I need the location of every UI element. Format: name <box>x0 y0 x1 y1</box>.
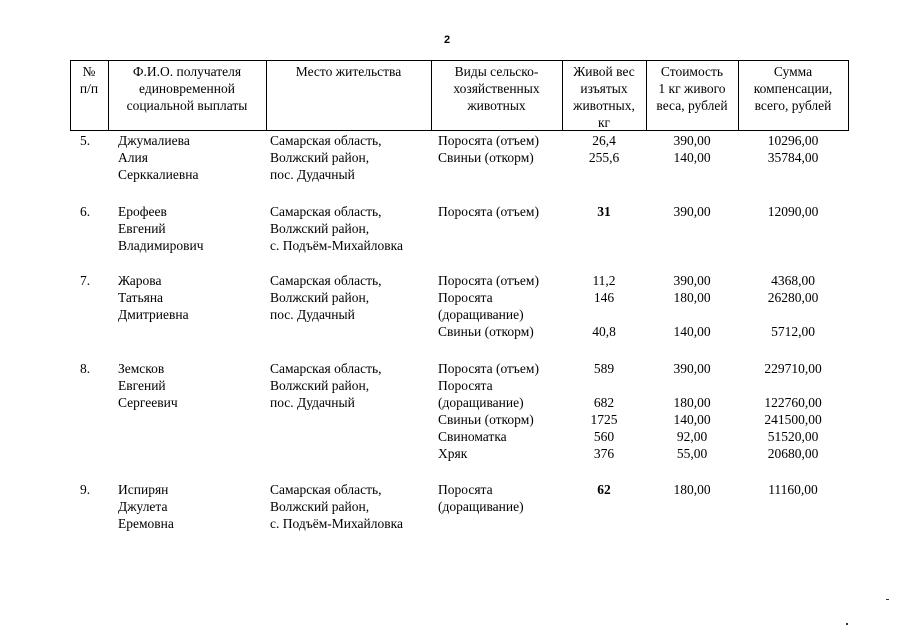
name-line: Испирян <box>118 482 169 497</box>
header-line: хозяйственных <box>453 81 540 96</box>
compensation-sum: 5712,00 <box>771 324 815 339</box>
header-line: п/п <box>79 81 99 96</box>
live-weight: 40,8 <box>592 324 616 339</box>
header-line: Место жительства <box>295 64 402 79</box>
header-line: единовременной <box>139 81 235 96</box>
animal-type-line: (доращивание) <box>438 499 524 514</box>
animal-type-line: Поросята <box>438 290 493 305</box>
compensation-sum: 241500,00 <box>764 412 822 427</box>
header-line: социальной выплаты <box>126 98 248 113</box>
recipient-name <box>118 132 198 183</box>
row-number: 8. <box>80 361 91 376</box>
residence-line: Самарская область, <box>270 273 382 288</box>
row-number: 7. <box>80 273 91 288</box>
residence-line: Волжский район, <box>270 221 370 236</box>
animal-type <box>438 377 524 411</box>
price-per-kg: 140,00 <box>673 412 711 427</box>
price-per-kg: 140,00 <box>673 324 711 339</box>
residence <box>270 272 382 323</box>
name-line: Алия <box>118 150 148 165</box>
header-line: Сумма <box>773 64 813 79</box>
header-line: всего, рублей <box>754 98 832 113</box>
name-line: Жарова <box>118 273 162 288</box>
residence-line: Волжский район, <box>270 378 370 393</box>
compensation-sum: 10296,00 <box>767 133 819 148</box>
residence-line: Самарская область, <box>270 482 382 497</box>
name-line: Татьяна <box>118 290 164 305</box>
residence <box>270 203 403 254</box>
header-number <box>70 63 108 97</box>
name-line: Евгений <box>118 378 166 393</box>
compensation-sum: 26280,00 <box>767 290 819 305</box>
animal-type: Свиньи (откорм) <box>438 324 534 339</box>
animal-type: Поросята (отъем) <box>438 273 539 288</box>
animal-type <box>438 289 524 323</box>
header-line: животных, <box>573 98 635 113</box>
name-line: Ерофеев <box>118 204 167 219</box>
price-per-kg: 92,00 <box>676 429 708 444</box>
animal-type-line: (доращивание) <box>438 307 524 322</box>
residence <box>270 360 382 411</box>
column-divider <box>848 60 849 131</box>
residence-line: Самарская область, <box>270 204 382 219</box>
live-weight: 376 <box>593 446 615 461</box>
residence-line: пос. Дудачный <box>270 167 355 182</box>
animal-type-line: Поросята <box>438 378 493 393</box>
residence-line: пос. Дудачный <box>270 395 355 410</box>
live-weight: 146 <box>593 290 615 305</box>
name-line: Евгений <box>118 221 166 236</box>
live-weight: 589 <box>593 361 615 376</box>
residence-line: с. Подъём-Михайловка <box>270 516 403 531</box>
animal-type: Поросята (отъем) <box>438 133 539 148</box>
row-number: 5. <box>80 133 91 148</box>
residence-line: Волжский район, <box>270 499 370 514</box>
row-number: 6. <box>80 204 91 219</box>
header-line: Стоимость <box>660 64 724 79</box>
row-number: 9. <box>80 482 91 497</box>
residence-line: с. Подъём-Михайловка <box>270 238 403 253</box>
animal-type: Свиньи (откорм) <box>438 150 534 165</box>
header-line: компенсации, <box>753 81 833 96</box>
header-line: Виды сельско- <box>454 64 539 79</box>
live-weight: 31 <box>597 204 611 219</box>
compensation-sum: 11160,00 <box>768 482 818 497</box>
live-weight: 1725 <box>590 412 618 427</box>
compensation-sum: 20680,00 <box>767 446 819 461</box>
animal-type: Свиноматка <box>438 429 507 444</box>
name-line: Владимирович <box>118 238 204 253</box>
price-per-kg: 55,00 <box>676 446 708 461</box>
header-animal-types <box>431 63 562 114</box>
animal-type <box>438 481 524 515</box>
residence-line: Волжский район, <box>270 150 370 165</box>
price-per-kg: 180,00 <box>673 395 711 410</box>
price-per-kg: 180,00 <box>673 482 711 497</box>
name-line: Сергеевич <box>118 395 178 410</box>
live-weight: 682 <box>593 395 615 410</box>
table-top-border <box>70 60 849 61</box>
live-weight: 11,2 <box>592 273 616 288</box>
residence <box>270 481 403 532</box>
live-weight: 560 <box>593 429 615 444</box>
recipient-name <box>118 481 174 532</box>
header-line: кг <box>597 115 611 130</box>
animal-type-line: Поросята <box>438 482 493 497</box>
scan-speck <box>886 599 889 600</box>
live-weight: 255,6 <box>588 150 620 165</box>
compensation-sum: 35784,00 <box>767 150 819 165</box>
animal-type: Свиньи (откорм) <box>438 412 534 427</box>
compensation-sum: 4368,00 <box>771 273 815 288</box>
name-line: Джумалиева <box>118 133 190 148</box>
name-line: Земсков <box>118 361 165 376</box>
header-bottom-border <box>70 130 849 131</box>
animal-type: Хряк <box>438 446 468 461</box>
scan-speck <box>846 623 848 625</box>
live-weight: 62 <box>597 482 611 497</box>
residence <box>270 132 382 183</box>
name-line: Дмитриевна <box>118 307 189 322</box>
name-line: Еремовна <box>118 516 174 531</box>
price-per-kg: 140,00 <box>673 150 711 165</box>
header-line: Ф.И.О. получателя <box>132 64 242 79</box>
price-per-kg: 390,00 <box>673 273 711 288</box>
page-number: 2 <box>444 34 451 46</box>
price-per-kg: 390,00 <box>673 133 711 148</box>
residence-line: Самарская область, <box>270 361 382 376</box>
compensation-sum: 122760,00 <box>764 395 822 410</box>
header-line: изъятых <box>580 81 628 96</box>
name-line: Серккалиевна <box>118 167 199 182</box>
header-price-per-kg <box>646 63 738 114</box>
header-line: 1 кг живого <box>658 81 726 96</box>
header-residence <box>266 63 431 80</box>
header-live-weight <box>562 63 646 131</box>
compensation-sum: 229710,00 <box>764 361 822 376</box>
header-line: Живой вес <box>573 64 635 79</box>
header-compensation-sum <box>738 63 848 114</box>
animal-type: Поросята (отъем) <box>438 204 539 219</box>
header-recipient-name <box>108 63 266 114</box>
header-line: животных <box>467 98 526 113</box>
residence-line: пос. Дудачный <box>270 307 355 322</box>
residence-line: Самарская область, <box>270 133 382 148</box>
animal-type: Поросята (отъем) <box>438 361 539 376</box>
recipient-name <box>118 360 178 411</box>
name-line: Джулета <box>118 499 168 514</box>
live-weight: 26,4 <box>592 133 616 148</box>
price-per-kg: 390,00 <box>673 204 711 219</box>
compensation-sum: 12090,00 <box>767 204 819 219</box>
compensation-sum: 51520,00 <box>767 429 819 444</box>
recipient-name <box>118 272 189 323</box>
animal-type-line: (доращивание) <box>438 395 524 410</box>
header-line: веса, рублей <box>656 98 728 113</box>
price-per-kg: 390,00 <box>673 361 711 376</box>
header-line: № <box>82 64 96 79</box>
price-per-kg: 180,00 <box>673 290 711 305</box>
recipient-name <box>118 203 203 254</box>
residence-line: Волжский район, <box>270 290 370 305</box>
